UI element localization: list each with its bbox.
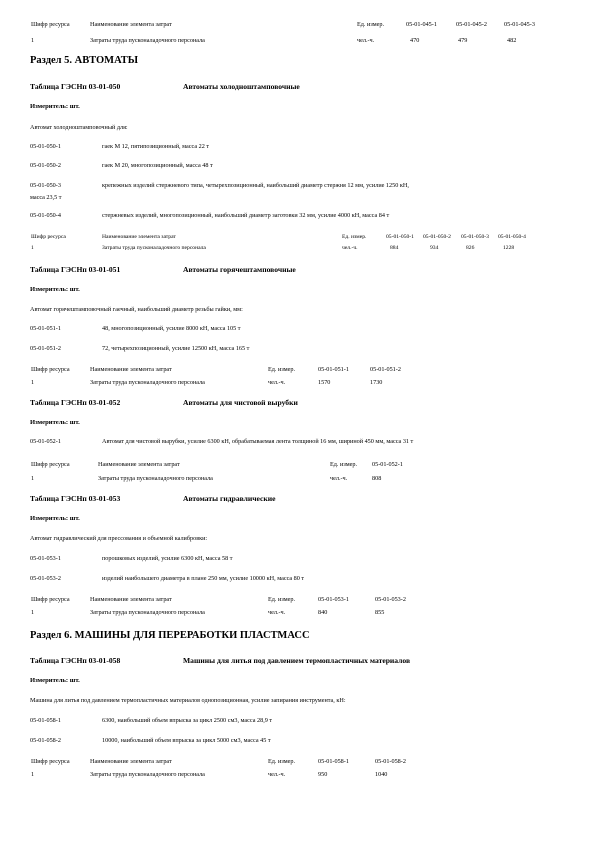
t050-item-3-code: 05-01-050-3: [30, 182, 61, 189]
t050-row-value-3: 826: [466, 245, 475, 251]
section-5-title: Раздел 5. АВТОМАТЫ: [30, 55, 139, 66]
t058-col-name-header: Наименование элемента затрат: [90, 758, 172, 765]
t053-row-value-2: 855: [375, 609, 385, 616]
t058-row-name: Затраты труда пусконаладочного персонала: [90, 771, 205, 778]
t051-col-value-header-1: 05-01-051-1: [318, 366, 349, 373]
t058-row-code: 1: [31, 771, 35, 778]
t050-row-value-2: 934: [430, 245, 439, 251]
t051-item-2-desc: 72, четырехпозиционный, усилие 12500 кН, масса 165 т: [102, 345, 250, 352]
t058-col-value-header-2: 05-01-058-2: [375, 758, 406, 765]
t050-row-unit: чел.-ч.: [342, 245, 358, 251]
t050-col-value-header-2: 05-01-050-2: [423, 234, 451, 240]
t058-row-value-1: 950: [318, 771, 328, 778]
t050-meter: Измеритель: шт.: [30, 103, 80, 110]
t052-item-1-desc: Автомат для чистовой вырубки, усилие 6300 кН, обрабатываемая лента толщиной 16 мм, шириной 450 мм, масса 31 т: [102, 438, 414, 445]
t053-col-code-header: Шифр ресурса: [31, 596, 70, 603]
t050-item-2-code: 05-01-050-2: [30, 162, 61, 169]
t053-row-name: Затраты труда пусконаладочного персонала: [90, 609, 205, 616]
t050-item-3-desc: крепежных изделий стержневого типа, четырехпозиционный, наибольший диаметр стержня 12 мм, усилие 1250 кН,: [102, 182, 409, 189]
t052-name: Автоматы для чистовой вырубки: [183, 398, 298, 407]
t058-row-value-2: 1040: [375, 771, 388, 778]
t050-row-value-4: 1228: [503, 245, 515, 251]
t050-item-1-desc: гаек М 12, пятипозиционный, масса 22 т: [102, 143, 210, 150]
t052-row-code: 1: [31, 475, 35, 482]
t051-row-code: 1: [31, 379, 35, 386]
t058-intro: Машина для литья под давлением термопластичных материалов однопозиционная, усилие запирания инструмента, кН:: [30, 697, 346, 704]
t052-col-code-header: Шифр ресурса: [31, 461, 70, 468]
t053-item-1-code: 05-01-053-1: [30, 555, 61, 562]
t050-row-value-1: 884: [390, 245, 399, 251]
t0-col-code-header: Шифр ресурса: [31, 21, 70, 28]
t0-row-value-2: 479: [458, 37, 468, 44]
t051-item-1-code: 05-01-051-1: [30, 325, 61, 332]
t053-row-code: 1: [31, 609, 35, 616]
t052-col-value-header-1: 05-01-052-1: [372, 461, 403, 468]
t058-code: Таблица ГЭСНп 03-01-058: [30, 656, 121, 665]
t051-item-2-code: 05-01-051-2: [30, 345, 61, 352]
t058-item-1-code: 05-01-058-1: [30, 717, 61, 724]
t053-code: Таблица ГЭСНп 03-01-053: [30, 494, 121, 503]
t051-name: Автоматы горячештамповочные: [183, 265, 296, 274]
t053-col-value-header-2: 05-01-053-2: [375, 596, 406, 603]
t050-code: Таблица ГЭСНп 03-01-050: [30, 82, 121, 91]
t0-col-name-header: Наименование элемента затрат: [90, 21, 172, 28]
t053-item-2-code: 05-01-053-2: [30, 575, 61, 582]
t051-row-value-2: 1730: [370, 379, 383, 386]
t0-row-unit: чел.-ч.: [357, 37, 375, 44]
t053-meter: Измеритель: шт.: [30, 515, 80, 522]
t0-col-value-header-1: 05-01-045-1: [406, 21, 437, 28]
t058-item-2-code: 05-01-058-2: [30, 737, 61, 744]
t053-row-value-1: 840: [318, 609, 328, 616]
t051-code: Таблица ГЭСНп 03-01-051: [30, 265, 121, 274]
t050-col-value-header-4: 05-01-050-4: [498, 234, 526, 240]
t0-col-value-header-3: 05-01-045-3: [504, 21, 535, 28]
t051-col-unit-header: Ед. измер.: [268, 366, 295, 373]
t051-col-value-header-2: 05-01-051-2: [370, 366, 401, 373]
t051-col-code-header: Шифр ресурса: [31, 366, 70, 373]
t058-col-unit-header: Ед. измер.: [268, 758, 295, 765]
t051-meter: Измеритель: шт.: [30, 286, 80, 293]
t051-row-unit: чел.-ч.: [268, 379, 286, 386]
section-6-title: Раздел 6. МАШИНЫ ДЛЯ ПЕРЕРАБОТКИ ПЛАСТМАСС: [30, 630, 310, 641]
t058-item-2-desc: 10000, наибольший объем впрыска за цикл 5000 см3, масса 45 т: [102, 737, 271, 744]
t052-col-name-header: Наименование элемента затрат: [98, 461, 180, 468]
t052-col-unit-header: Ед. измер.: [330, 461, 357, 468]
t052-row-name: Затраты труда пусконаладочного персонала: [98, 475, 213, 482]
t058-item-1-desc: 6300, наибольший объем впрыска за цикл 2500 см3, масса 28,9 т: [102, 717, 273, 724]
t053-item-1-desc: порошковых изделий, усилие 6300 кН, масса 58 т: [102, 555, 233, 562]
t050-item-4-desc: стержневых изделий, многопозиционный, наибольший диаметр заготовки 32 мм, усилие 4000 кН, масса 84 т: [102, 212, 390, 219]
t050-item-2-desc: гаек М 20, многопозиционный, масса 48 т: [102, 162, 213, 169]
t050-intro: Автомат холодноштамповочный для:: [30, 124, 128, 131]
t051-row-name: Затраты труда пусконаладочного персонала: [90, 379, 205, 386]
t053-row-unit: чел.-ч.: [268, 609, 286, 616]
t052-meter: Измеритель: шт.: [30, 419, 80, 426]
t051-item-1-desc: 48, многопозиционный, усилие 8000 кН, масса 105 т: [102, 325, 241, 332]
t051-col-name-header: Наименование элемента затрат: [90, 366, 172, 373]
t058-col-code-header: Шифр ресурса: [31, 758, 70, 765]
t053-name: Автоматы гидравлические: [183, 494, 276, 503]
t053-item-2-desc: изделий наибольшего диаметра в плане 250 мм, усилие 10000 кН, масса 80 т: [102, 575, 305, 582]
t058-meter: Измеритель: шт.: [30, 677, 80, 684]
t053-col-unit-header: Ед. измер.: [268, 596, 295, 603]
t050-row-name: Затраты труда пусконаладочного персонала: [102, 245, 206, 251]
t052-item-1-code: 05-01-052-1: [30, 438, 61, 445]
t053-col-value-header-1: 05-01-053-1: [318, 596, 349, 603]
t050-row-code: 1: [31, 245, 34, 251]
t052-row-unit: чел.-ч.: [330, 475, 348, 482]
t050-item-3-desc-cont: массa 23,5 т: [30, 194, 62, 201]
t058-col-value-header-1: 05-01-058-1: [318, 758, 349, 765]
t050-col-value-header-1: 05-01-050-1: [386, 234, 414, 240]
t058-row-unit: чел.-ч.: [268, 771, 286, 778]
t050-col-value-header-3: 05-01-050-3: [461, 234, 489, 240]
t053-col-name-header: Наименование элемента затрат: [90, 596, 172, 603]
t0-row-value-1: 470: [410, 37, 420, 44]
t050-col-name-header: Наименование элемента затрат: [102, 234, 176, 240]
t051-intro: Автомат горячештамповочный гаечный, наибольший диаметр резьбы гайки, мм:: [30, 306, 243, 313]
t0-col-value-header-2: 05-01-045-2: [456, 21, 487, 28]
t050-item-1-code: 05-01-050-1: [30, 143, 61, 150]
t0-row-name: Затраты труда пусконаладочного персонала: [90, 37, 205, 44]
t058-name: Машины для литья под давлением термопластичных материалов: [183, 656, 411, 665]
t050-name: Автоматы холодноштамповочные: [183, 82, 300, 91]
t050-col-code-header: Шифр ресурса: [31, 234, 66, 240]
t050-col-unit-header: Ед. измер.: [342, 234, 367, 240]
t052-code: Таблица ГЭСНп 03-01-052: [30, 398, 121, 407]
t0-col-unit-header: Ед. измер.: [357, 21, 384, 28]
t0-row-value-3: 482: [507, 37, 517, 44]
t0-row-code: 1: [31, 37, 35, 44]
t050-item-4-code: 05-01-050-4: [30, 212, 61, 219]
t052-row-value-1: 808: [372, 475, 382, 482]
t051-row-value-1: 1570: [318, 379, 331, 386]
t053-intro: Автомат гидравлический для прессования и объемной калибровки:: [30, 535, 208, 542]
